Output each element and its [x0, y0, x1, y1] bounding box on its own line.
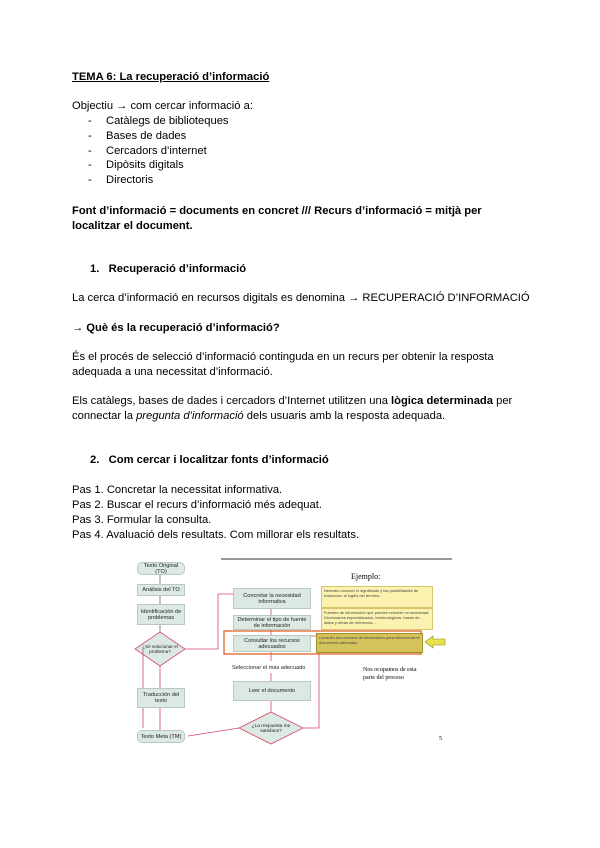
process-note: Nos ocupamos de esta parte del proceso: [363, 667, 417, 681]
yellow-note-3: Consulto los recursos de información para seleccionar el documento adecuado: [316, 633, 423, 653]
definition-line-2: localitzar el document.: [72, 220, 193, 232]
yellow-note-2: Fuentes de información que pueden resolver mi necesidad: Diccionarios especializados, terminológicos, bases de datos y obras de referencia...: [321, 608, 433, 630]
list-item: - Dipòsits digitals: [88, 159, 184, 172]
flowchart-figure: [133, 558, 452, 780]
step-item: Pas 2. Buscar el recurs d’informació més adequat.: [72, 499, 322, 511]
list-item: - Catàlegs de biblioteques: [88, 115, 229, 127]
answer-line-1: És el procés de selecció d’informació continguda en un recurs per obtenir la resposta: [72, 351, 494, 363]
logic-line-2: connectar la pregunta d’informació dels usuaris amb la resposta adequada.: [72, 410, 446, 422]
step-item: Pas 4. Avaluació dels resultats. Com millorar els resultats.: [72, 529, 360, 541]
example-label: Ejemplo:: [351, 572, 381, 581]
box-original-text: Texto Original (TO): [137, 562, 185, 575]
page-title: TEMA 6: La recuperació d’informació: [72, 71, 270, 83]
bold-phrase: lògica determinada: [391, 395, 493, 407]
sources-list: [88, 114, 229, 188]
step-item: Pas 1. Concretar la necessitat informativa.: [72, 484, 283, 496]
box-need: Concretar la necesidad informativa: [233, 588, 311, 609]
list-item: - Directoris: [88, 174, 154, 187]
section-number: 1.: [90, 263, 100, 275]
section-title: Recuperació d’informació: [108, 263, 247, 275]
box-problems: Identificación de problemas: [137, 604, 185, 625]
section-1-question: → Què és la recuperació d’informació?: [72, 322, 280, 334]
answer-line-2: adequada a una necessitat d’informació.: [72, 366, 273, 378]
yellow-note-1: Necesito conocer el significado y las posibilidades de traducción al inglés del término...: [321, 586, 433, 608]
logic-line-1: Els catàlegs, bases de dades i cercadors d’Internet utilitzen una lògica determinada per: [72, 395, 513, 407]
step-item: Pas 3. Formular la consulta.: [72, 514, 212, 526]
section-1-intro: La cerca d’informació en recursos digitals es denomina → RECUPERACIÓ D’INFORMACIÓ: [72, 292, 530, 304]
label-select: Seleccionar el más adecuado: [232, 665, 306, 671]
section-title: Com cercar i localitzar fonts d’informació: [108, 454, 329, 466]
box-analysis: Análisis del TO: [137, 584, 185, 596]
section-1-heading: [90, 263, 246, 275]
list-item: - Cercadors d’internet: [88, 144, 207, 157]
decision-left-label: ¿Sé solucionar el problema?: [142, 644, 178, 654]
box-target-text: Texto Meta (TM): [137, 730, 185, 743]
decision-bottom-label: ¿La respuesta me satisface?: [251, 724, 291, 734]
box-read: Leer el documento: [233, 681, 311, 701]
section-number: 2.: [90, 454, 100, 466]
list-item: - Bases de dades: [88, 129, 187, 142]
box-translation: Traducción del texto: [137, 688, 185, 708]
objective-line: Objectiu → com cercar informació a:: [72, 100, 253, 112]
italic-phrase: pregunta d’informació: [136, 410, 244, 422]
definition-line-1: Font d’informació = documents en concret /// Recurs d’informació = mitjà per: [72, 205, 482, 217]
slide-page-number: 5: [439, 736, 442, 742]
box-source-type: Determinar el tipo de fuente de información: [233, 615, 311, 630]
box-consult: Consultar los recursos adecuados: [233, 635, 311, 652]
steps-list: [72, 483, 359, 543]
section-2-heading: [90, 454, 329, 466]
